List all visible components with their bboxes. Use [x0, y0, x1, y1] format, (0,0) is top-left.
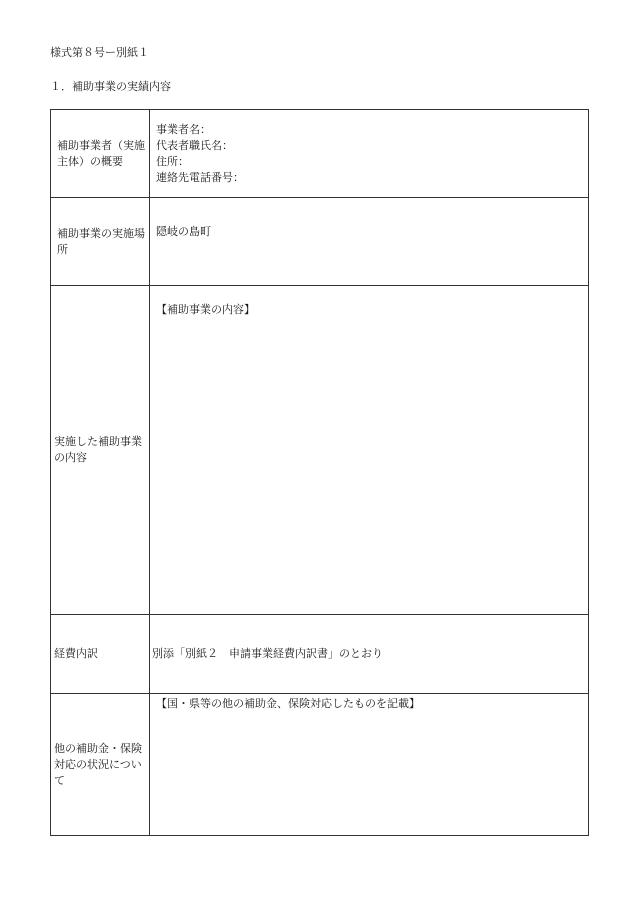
- location-row: [51, 198, 589, 286]
- expenses-row: [51, 615, 589, 694]
- content-row: [51, 286, 589, 615]
- expenses-label-cell: [51, 615, 150, 694]
- applicant-row: [51, 110, 589, 198]
- expenses-value-cell: [150, 615, 589, 694]
- content-label: 実施した補助事業の内容: [54, 435, 142, 464]
- applicant-details: [150, 110, 588, 186]
- other-subsidies-label-cell: [51, 694, 150, 836]
- applicant-label: 補助事業者（実施主体）の概要: [57, 138, 145, 168]
- phone-label: 連絡先電話番号：: [156, 171, 244, 184]
- other-subsidies-label: 他の補助金・保険対応の状況について: [54, 741, 142, 787]
- form-number: 様式第８号ー別紙１: [50, 46, 149, 59]
- address-label: 住所：: [156, 155, 189, 168]
- other-subsidies-value-cell: [150, 694, 589, 836]
- subsidy-results-table: [50, 109, 589, 836]
- location-label: 補助事業の実施場所: [57, 226, 145, 256]
- content-value: 【補助事業の内容】: [156, 303, 255, 316]
- applicant-details-cell: [150, 110, 589, 198]
- business-name-label: 事業者名：: [156, 123, 211, 136]
- other-subsidies-row: [51, 694, 589, 836]
- expenses-value: 別添「別紙２ 申請事業経費内訳書」のとおり: [152, 647, 383, 660]
- applicant-label-cell: [51, 110, 150, 198]
- representative-label: 代表者職氏名：: [156, 139, 233, 152]
- content-label-cell: [51, 286, 150, 615]
- expenses-label: 経費内訳: [54, 647, 98, 660]
- content-value-cell: [150, 286, 589, 615]
- section-heading: １．補助事業の実績内容: [50, 80, 171, 93]
- location-value-cell: [150, 198, 589, 286]
- location-label-cell: [51, 198, 150, 286]
- location-value: 隠岐の島町: [156, 225, 211, 238]
- other-subsidies-value: 【国・県等の他の補助金、保険対応したものを記載】: [156, 697, 420, 710]
